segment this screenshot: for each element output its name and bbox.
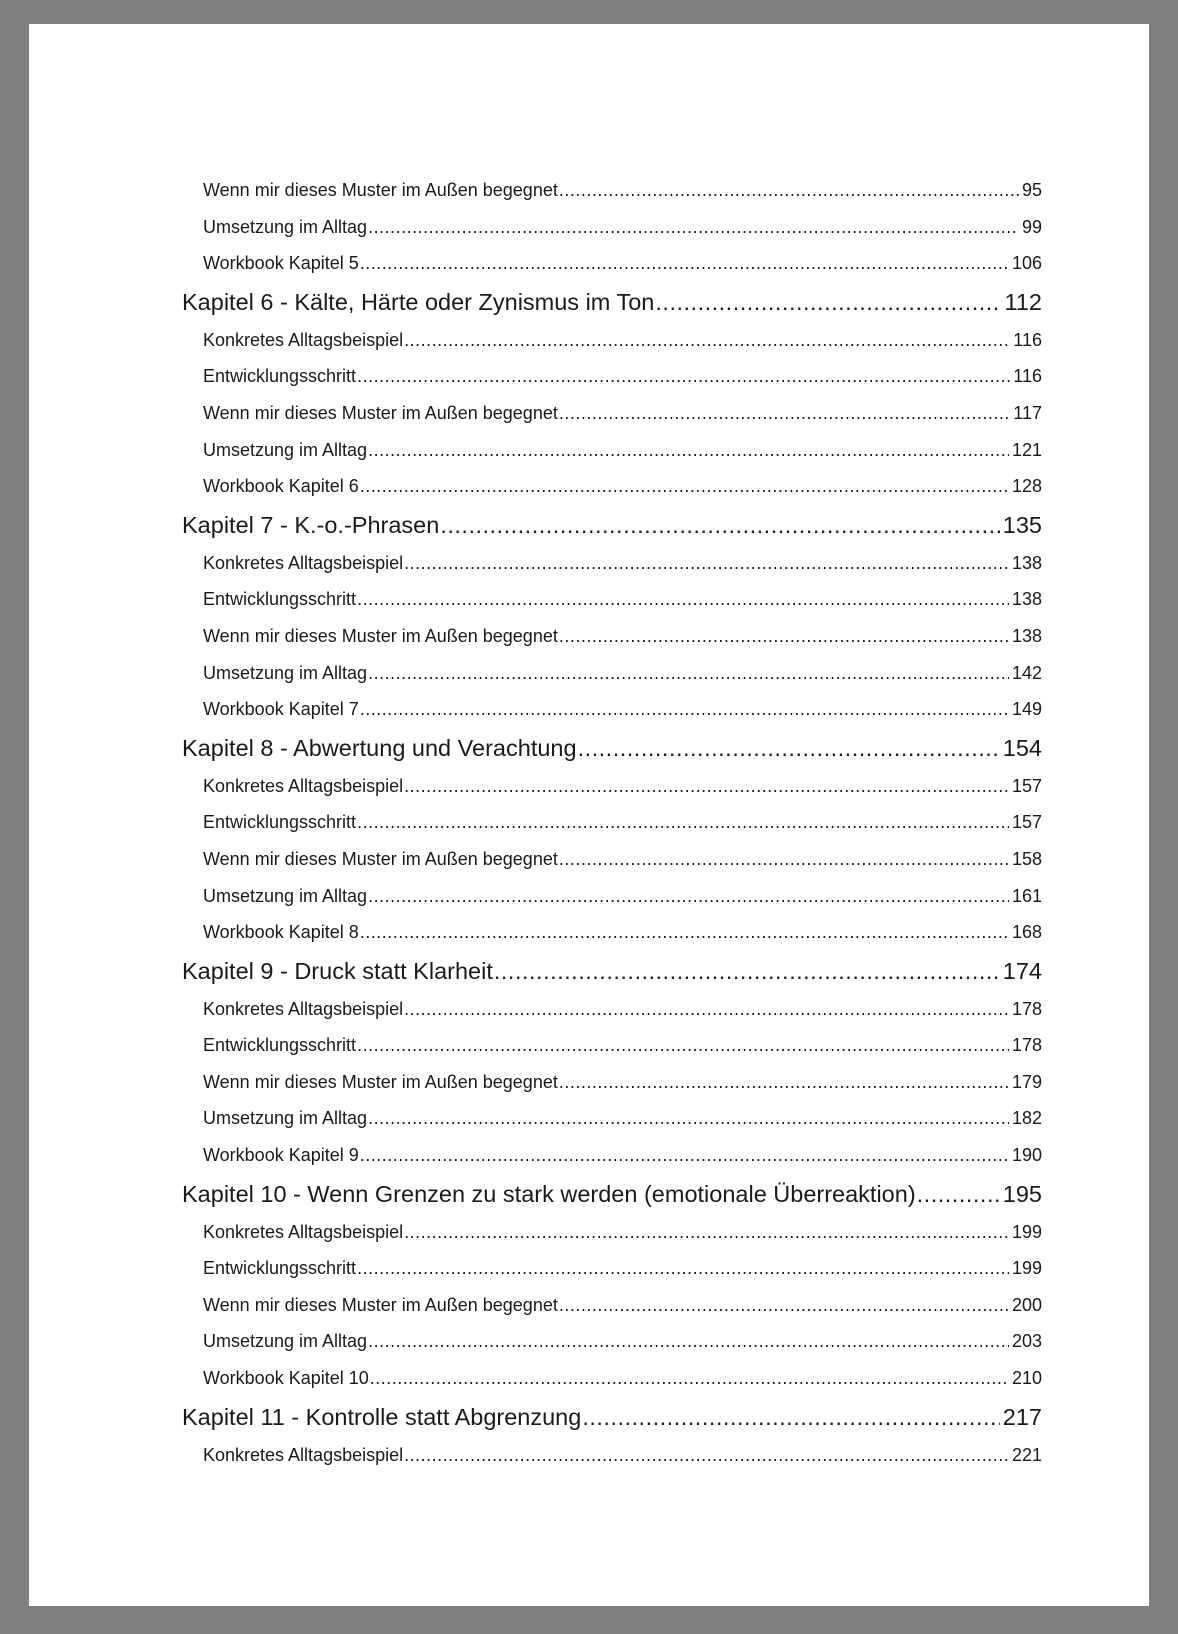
toc-entry-page-number: 116 — [1013, 329, 1042, 350]
toc-section-entry[interactable] — [182, 655, 1042, 692]
toc-section-entry[interactable] — [182, 245, 1042, 282]
dot-leader — [360, 245, 1009, 282]
toc-entry-title: Umsetzung im Alltag — [203, 885, 368, 906]
toc-section-entry[interactable] — [182, 691, 1042, 728]
dot-leader — [404, 991, 1009, 1028]
toc-entry-page-number: 190 — [1011, 1145, 1042, 1166]
toc-chapter-entry[interactable] — [182, 1174, 1042, 1214]
dot-leader — [370, 1360, 1009, 1397]
toc-section-entry[interactable] — [182, 358, 1042, 395]
dot-leader — [559, 1064, 1009, 1101]
toc-entry-title: Umsetzung im Alltag — [203, 439, 368, 460]
toc-section-entry[interactable] — [182, 841, 1042, 878]
table-of-contents — [182, 172, 1042, 1473]
dot-leader — [559, 1287, 1009, 1324]
toc-entry-title: Workbook Kapitel 5 — [203, 253, 359, 274]
dot-leader — [360, 914, 1009, 951]
toc-entry-title: Konkretes Alltagsbeispiel — [203, 1444, 404, 1465]
toc-entry-page-number: 128 — [1011, 476, 1042, 497]
dot-leader — [368, 432, 1009, 469]
toc-section-entry[interactable] — [182, 1100, 1042, 1137]
toc-entry-title: Kapitel 8 - Abwertung und Verachtung — [182, 734, 577, 761]
toc-entry-title: Entwicklungsschritt — [203, 1258, 357, 1279]
toc-entry-page-number: 195 — [1002, 1180, 1042, 1207]
toc-entry-page-number: 135 — [1002, 511, 1042, 538]
toc-entry-title: Wenn mir dieses Muster im Außen begegnet — [203, 180, 558, 200]
dot-leader — [559, 618, 1009, 655]
dot-leader — [368, 1100, 1009, 1137]
toc-section-entry[interactable] — [182, 209, 1042, 246]
dot-leader — [582, 1397, 999, 1437]
dot-leader — [368, 209, 1019, 246]
toc-section-entry[interactable] — [182, 1437, 1042, 1474]
dot-leader — [917, 1174, 1000, 1214]
toc-section-entry[interactable] — [182, 1137, 1042, 1174]
toc-entry-title: Umsetzung im Alltag — [203, 662, 368, 683]
toc-section-entry[interactable] — [182, 545, 1042, 582]
dot-leader — [404, 768, 1009, 805]
dot-leader — [494, 951, 1000, 991]
toc-entry-title: Workbook Kapitel 10 — [203, 1368, 369, 1389]
dot-leader — [559, 841, 1009, 878]
toc-section-entry[interactable] — [182, 468, 1042, 505]
toc-entry-title: Entwicklungsschritt — [203, 812, 357, 833]
toc-section-entry[interactable] — [182, 581, 1042, 618]
toc-section-entry[interactable] — [182, 1360, 1042, 1397]
toc-entry-title: Workbook Kapitel 9 — [203, 1145, 359, 1166]
toc-entry-title: Umsetzung im Alltag — [203, 216, 368, 237]
dot-leader — [360, 1137, 1009, 1174]
toc-section-entry[interactable] — [182, 1287, 1042, 1324]
dot-leader — [404, 545, 1009, 582]
toc-entry-title: Workbook Kapitel 7 — [203, 699, 359, 720]
toc-entry-title: Konkretes Alltagsbeispiel — [203, 329, 404, 350]
toc-entry-page-number: 142 — [1011, 662, 1042, 683]
toc-entry-page-number: 149 — [1011, 699, 1042, 720]
toc-entry-page-number: 158 — [1011, 848, 1042, 869]
toc-entry-title: Konkretes Alltagsbeispiel — [203, 1221, 404, 1242]
dot-leader — [559, 395, 1010, 432]
toc-entry-page-number: 174 — [1002, 957, 1042, 984]
toc-section-entry[interactable] — [182, 768, 1042, 805]
toc-entry-page-number: 203 — [1011, 1331, 1042, 1352]
toc-section-entry[interactable] — [182, 172, 1042, 209]
toc-entry-title: Workbook Kapitel 8 — [203, 922, 359, 943]
document-page — [29, 24, 1149, 1606]
dot-leader — [404, 322, 1010, 359]
toc-entry-page-number: 95 — [1021, 180, 1042, 200]
toc-entry-title: Umsetzung im Alltag — [203, 1331, 368, 1352]
toc-entry-title: Konkretes Alltagsbeispiel — [203, 552, 404, 573]
toc-chapter-entry[interactable] — [182, 505, 1042, 545]
toc-entry-title: Konkretes Alltagsbeispiel — [203, 998, 404, 1019]
toc-entry-page-number: 121 — [1011, 439, 1042, 460]
toc-entry-page-number: 99 — [1021, 216, 1042, 237]
toc-entry-title: Entwicklungsschritt — [203, 1035, 357, 1056]
dot-leader — [357, 804, 1009, 841]
toc-entry-title: Kapitel 9 - Druck statt Klarheit — [182, 957, 493, 984]
dot-leader — [357, 1027, 1009, 1064]
dot-leader — [578, 728, 1000, 768]
toc-section-entry[interactable] — [182, 1323, 1042, 1360]
toc-entry-title: Kapitel 10 - Wenn Grenzen zu stark werden (emotionale Überreaktion) — [182, 1180, 916, 1207]
toc-entry-page-number: 138 — [1011, 625, 1042, 646]
toc-entry-page-number: 178 — [1011, 1035, 1042, 1056]
toc-entry-page-number: 157 — [1011, 775, 1042, 796]
toc-chapter-entry[interactable] — [182, 1397, 1042, 1437]
dot-leader — [368, 878, 1009, 915]
toc-entry-title: Wenn mir dieses Muster im Außen begegnet — [203, 1294, 558, 1315]
toc-entry-title: Entwicklungsschritt — [203, 366, 357, 387]
toc-section-entry[interactable] — [182, 1027, 1042, 1064]
toc-section-entry[interactable] — [182, 914, 1042, 951]
toc-entry-page-number: 199 — [1011, 1221, 1042, 1242]
toc-entry-title: Wenn mir dieses Muster im Außen begegnet — [203, 848, 558, 869]
toc-section-entry[interactable] — [182, 1250, 1042, 1287]
dot-leader — [360, 691, 1009, 728]
toc-section-entry[interactable] — [182, 432, 1042, 469]
toc-entry-title: Entwicklungsschritt — [203, 589, 357, 610]
toc-entry-page-number: 154 — [1002, 734, 1042, 761]
toc-entry-page-number: 161 — [1011, 885, 1042, 906]
toc-entry-page-number: 168 — [1011, 922, 1042, 943]
toc-entry-title: Wenn mir dieses Muster im Außen begegnet — [203, 402, 558, 423]
toc-entry-title: Kapitel 11 - Kontrolle statt Abgrenzung — [182, 1403, 582, 1430]
toc-section-entry[interactable] — [182, 804, 1042, 841]
dot-leader — [357, 358, 1010, 395]
toc-entry-page-number: 106 — [1011, 253, 1042, 274]
toc-chapter-entry[interactable] — [182, 282, 1042, 322]
toc-entry-page-number: 112 — [1004, 288, 1042, 315]
toc-entry-page-number: 217 — [1002, 1403, 1042, 1430]
dot-leader — [357, 1250, 1009, 1287]
toc-entry-title: Kapitel 7 - K.-o.-Phrasen — [182, 511, 440, 538]
toc-entry-page-number: 116 — [1013, 366, 1042, 387]
toc-entry-title: Umsetzung im Alltag — [203, 1108, 368, 1129]
toc-section-entry[interactable] — [182, 991, 1042, 1028]
toc-entry-page-number: 221 — [1011, 1444, 1042, 1465]
toc-section-entry[interactable] — [182, 878, 1042, 915]
toc-entry-page-number: 157 — [1011, 812, 1042, 833]
dot-leader — [440, 505, 999, 545]
dot-leader — [404, 1437, 1009, 1474]
toc-entry-title: Wenn mir dieses Muster im Außen begegnet — [203, 625, 558, 646]
toc-entry-title: Wenn mir dieses Muster im Außen begegnet — [203, 1071, 558, 1092]
dot-leader — [559, 172, 1019, 209]
toc-entry-page-number: 200 — [1011, 1294, 1042, 1315]
toc-entry-page-number: 199 — [1011, 1258, 1042, 1279]
toc-section-entry[interactable] — [182, 395, 1042, 432]
dot-leader — [360, 468, 1009, 505]
toc-chapter-entry[interactable] — [182, 951, 1042, 991]
dot-leader — [368, 655, 1009, 692]
toc-section-entry[interactable] — [182, 618, 1042, 655]
toc-entry-page-number: 178 — [1011, 998, 1042, 1019]
toc-entry-page-number: 179 — [1011, 1071, 1042, 1092]
toc-section-entry[interactable] — [182, 1064, 1042, 1101]
toc-entry-page-number: 138 — [1011, 552, 1042, 573]
toc-chapter-entry[interactable] — [182, 728, 1042, 768]
dot-leader — [655, 282, 1001, 322]
dot-leader — [404, 1214, 1009, 1251]
toc-entry-page-number: 138 — [1011, 589, 1042, 610]
dot-leader — [368, 1323, 1009, 1360]
toc-section-entry[interactable] — [182, 1214, 1042, 1251]
toc-entry-title: Kapitel 6 - Kälte, Härte oder Zynismus im Ton — [182, 288, 655, 315]
toc-entry-title: Konkretes Alltagsbeispiel — [203, 775, 404, 796]
toc-entry-page-number: 182 — [1011, 1108, 1042, 1129]
toc-section-entry[interactable] — [182, 322, 1042, 359]
dot-leader — [357, 581, 1009, 618]
toc-entry-page-number: 210 — [1011, 1368, 1042, 1389]
toc-entry-title: Workbook Kapitel 6 — [203, 476, 359, 497]
toc-entry-page-number: 117 — [1013, 402, 1042, 423]
